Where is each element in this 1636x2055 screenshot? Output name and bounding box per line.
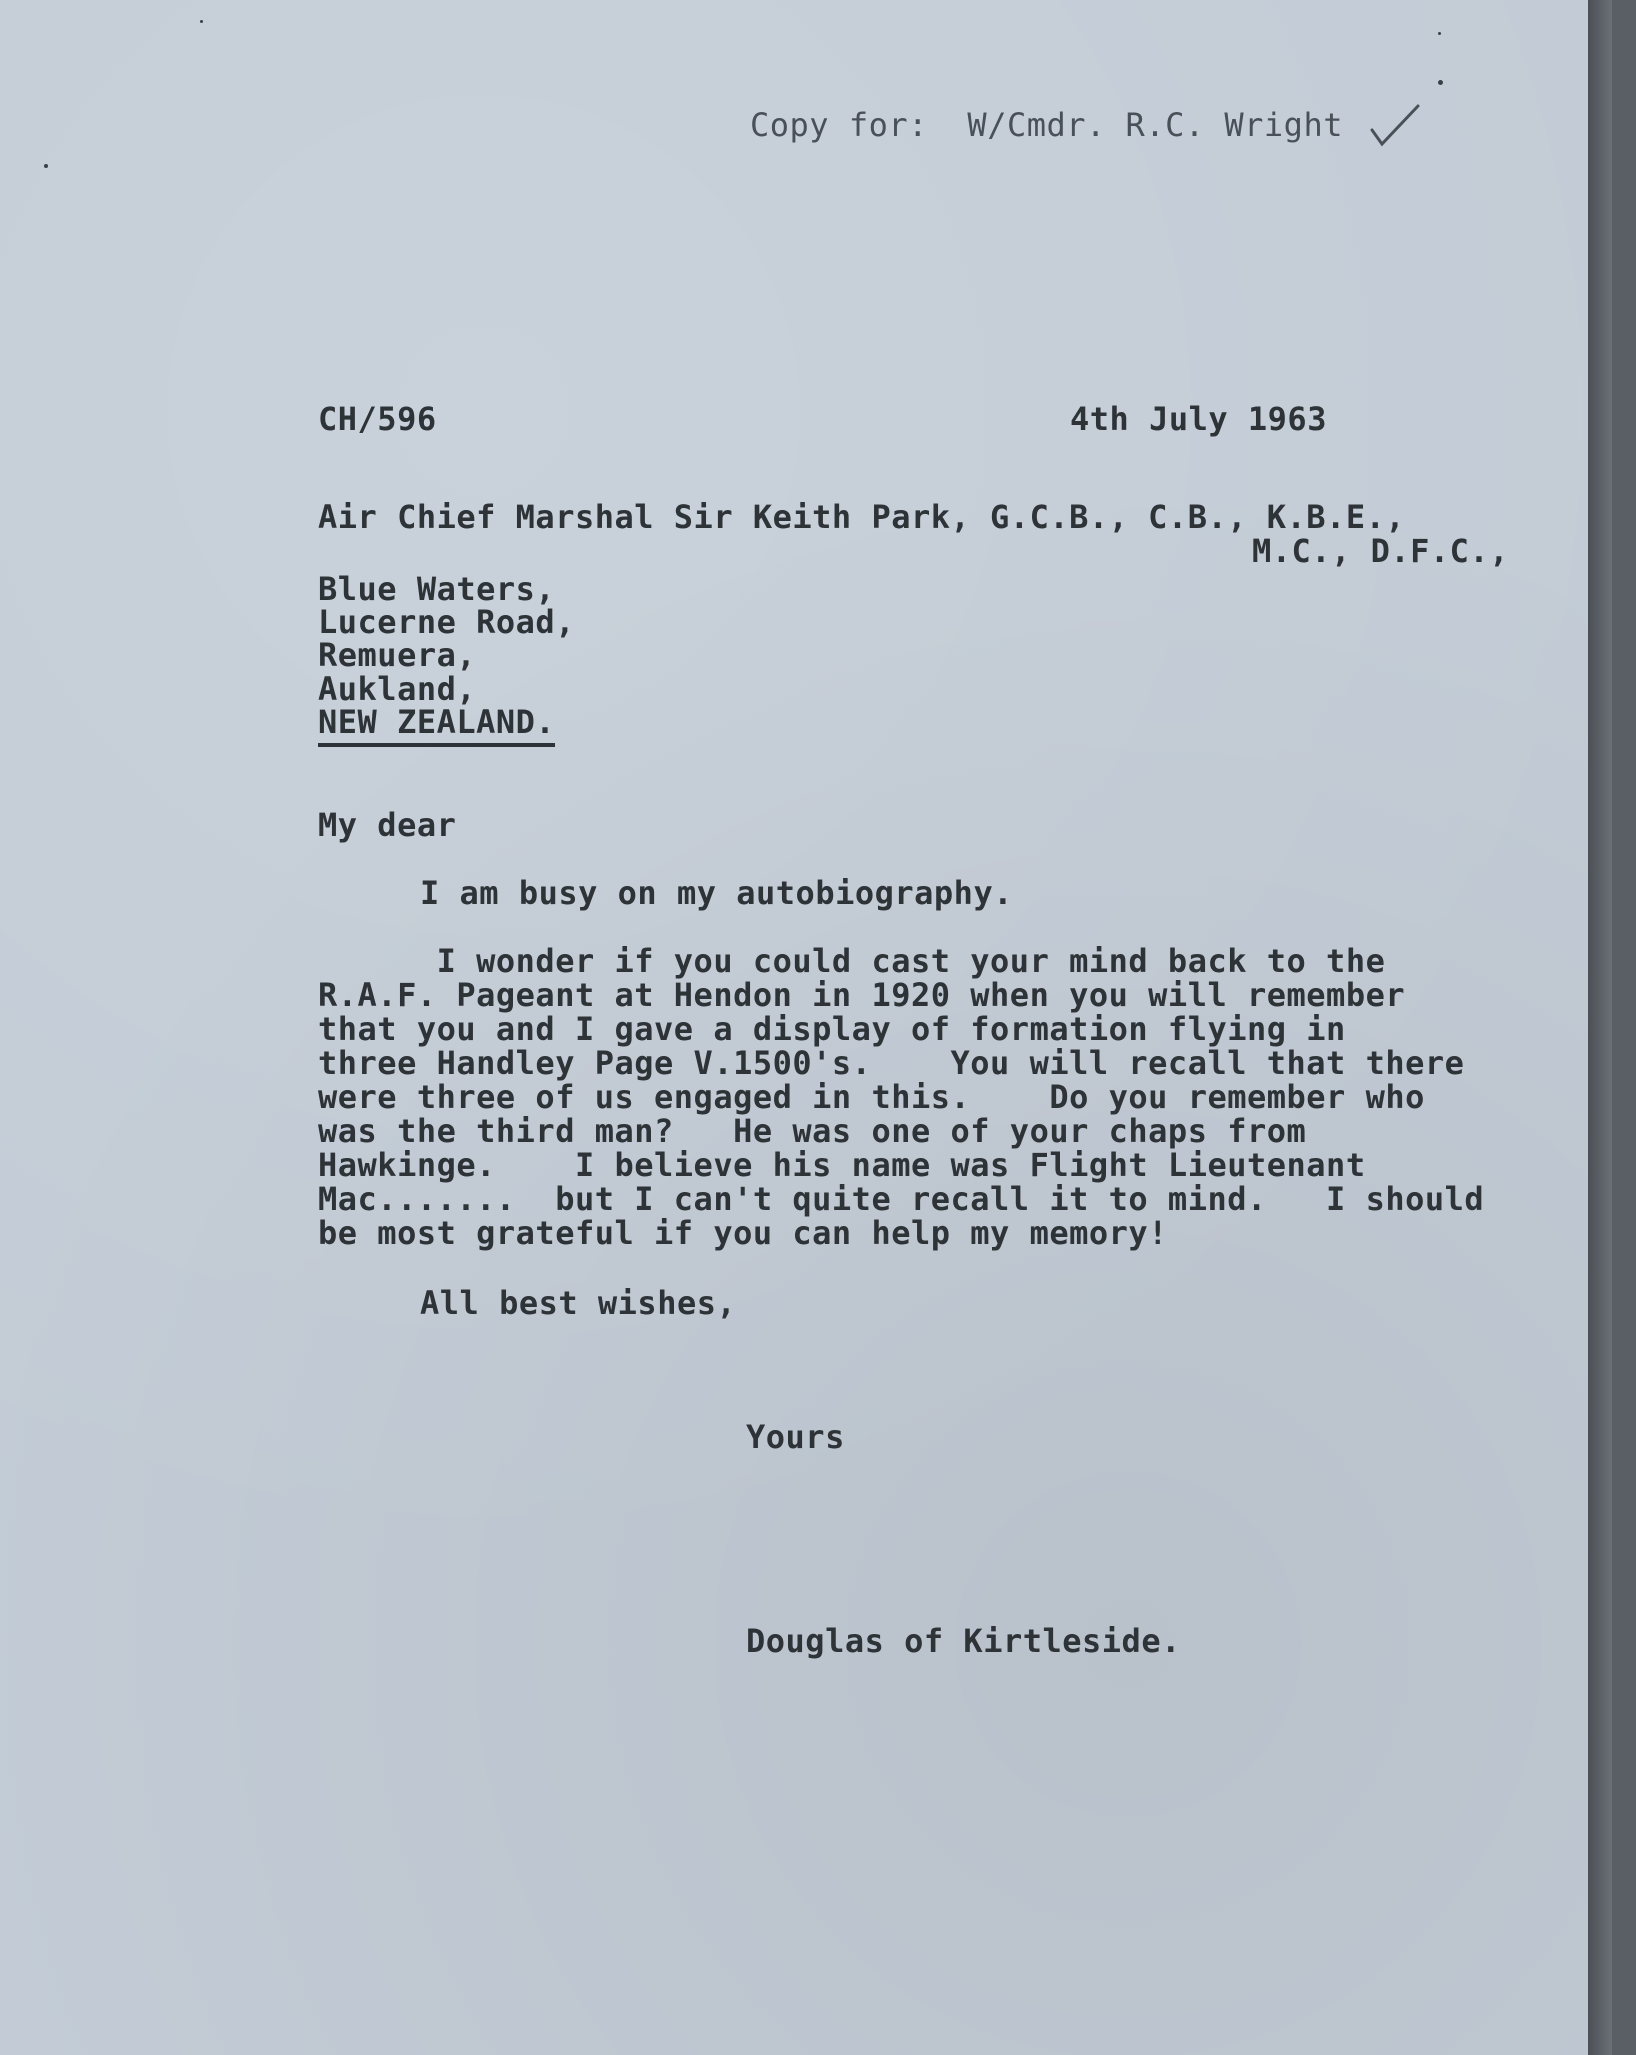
body-line: be most grateful if you can help my memory!: [318, 1214, 1168, 1252]
body-line: I wonder if you could cast your mind back to the: [318, 942, 1386, 980]
body-line: R.A.F. Pageant at Hendon in 1920 when you will remember: [318, 976, 1406, 1014]
checkmark-icon: [1368, 100, 1422, 150]
paper-speck: [200, 20, 203, 23]
recipient-name-line: Air Chief Marshal Sir Keith Park, G.C.B., C.B., K.B.E.,: [318, 498, 1406, 536]
paragraph-1: I am busy on my autobiography.: [420, 874, 1013, 912]
address-line: Remuera,: [318, 636, 477, 674]
closing: All best wishes,: [420, 1284, 737, 1322]
paper-speck: [1438, 32, 1441, 35]
reference-number: CH/596: [318, 400, 437, 438]
address-line: Blue Waters,: [318, 570, 556, 608]
paper-speck: [1438, 80, 1443, 85]
address-country: [318, 705, 555, 739]
body-line: was the third man? He was one of your chaps from: [318, 1112, 1307, 1150]
letter-date: 4th July 1963: [1070, 400, 1327, 438]
valediction: Yours: [746, 1418, 845, 1456]
address-country-text: NEW ZEALAND.: [318, 703, 555, 747]
page-edge-shadow: [1588, 0, 1612, 2055]
body-line: that you and I gave a display of formation flying in: [318, 1010, 1346, 1048]
body-line: three Handley Page V.1500's. You will recall that there: [318, 1044, 1465, 1082]
salutation: My dear: [318, 806, 457, 844]
body-line: Hawkinge. I believe his name was Flight Lieutenant: [318, 1146, 1366, 1184]
recipient-honours-line: M.C., D.F.C.,: [1252, 532, 1509, 570]
paper-speck: [44, 164, 48, 168]
body-line: were three of us engaged in this. Do you remember who: [318, 1078, 1425, 1116]
paragraph-2: [318, 944, 1484, 1250]
copy-for-note: Copy for: W/Cmdr. R.C. Wright: [750, 106, 1343, 144]
address-line: Lucerne Road,: [318, 603, 575, 641]
signature-block: Douglas of Kirtleside.: [746, 1622, 1181, 1660]
body-line: Mac....... but I can't quite recall it to mind. I should: [318, 1180, 1485, 1218]
address-line: Aukland,: [318, 670, 477, 708]
